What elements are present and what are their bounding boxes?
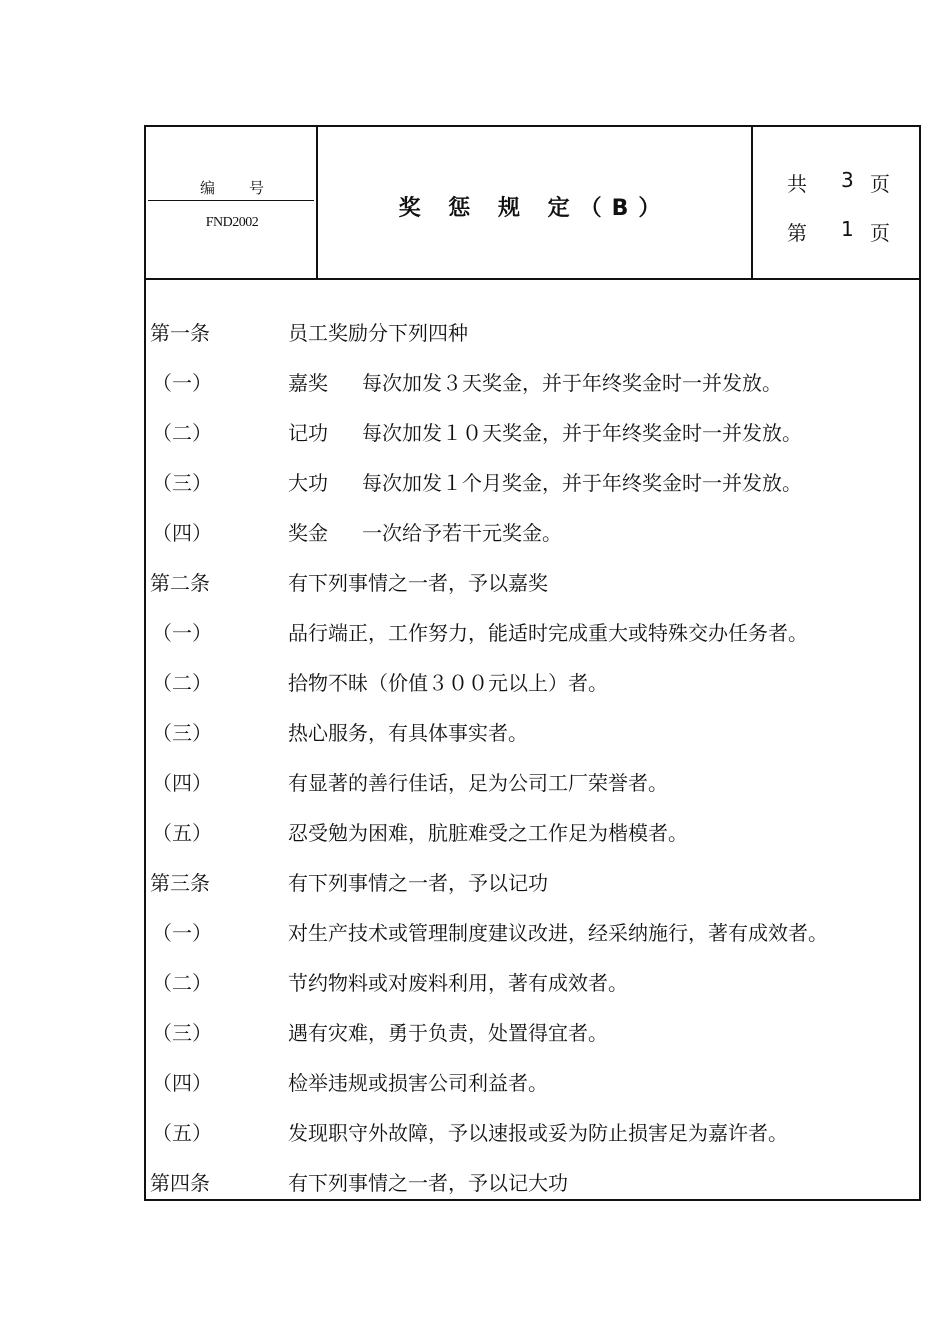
- clause-label: （二）: [152, 971, 212, 995]
- clause-detail: 一次给予若干元奖金。: [362, 521, 562, 545]
- clause-text: 有显著的善行佳话，足为公司工厂荣誉者。: [288, 771, 668, 795]
- clause-label: （四）: [152, 1071, 212, 1095]
- clause-line: [146, 717, 919, 757]
- clause-line: [146, 667, 919, 707]
- clause-label: （四）: [152, 521, 212, 545]
- clause-label: 第三条: [150, 871, 210, 895]
- total-pages: 3: [841, 168, 854, 192]
- clause-text: 拾物不昧（价值３００元以上）者。: [288, 671, 608, 695]
- clause-line: [146, 467, 919, 507]
- clause-text: 有下列事情之一者，予以记大功: [288, 1171, 568, 1195]
- clause-line: [146, 367, 919, 407]
- total-suffix: 页: [870, 172, 890, 196]
- clause-line: [146, 1117, 919, 1157]
- clause-label: 第二条: [150, 571, 210, 595]
- code-divider: [148, 200, 314, 201]
- clause-line: [146, 567, 919, 607]
- code-label: 编号: [199, 179, 298, 197]
- clause-label: （一）: [152, 621, 212, 645]
- clause-line: [146, 767, 919, 807]
- clause-label: （三）: [152, 1021, 212, 1045]
- clause-line: [146, 1017, 919, 1057]
- document-title: 奖 惩 规 定（B）: [398, 196, 671, 221]
- clause-line: [146, 1067, 919, 1107]
- clause-detail: 每次加发３天奖金，并于年终奖金时一并发放。: [362, 371, 782, 395]
- code-cell: [146, 127, 318, 278]
- clause-text: 节约物料或对废料利用，著有成效者。: [288, 971, 628, 995]
- total-prefix: 共: [787, 172, 807, 196]
- clause-label: （四）: [152, 771, 212, 795]
- clause-text: 对生产技术或管理制度建议改进，经采纳施行，著有成效者。: [288, 921, 828, 945]
- document-frame: [144, 125, 921, 1201]
- clause-text: 忍受勉为困难，肮脏难受之工作足为楷模者。: [288, 821, 688, 845]
- clause-text: 员工奖励分下列四种: [288, 321, 468, 345]
- title-cell: [318, 127, 753, 278]
- clause-label: （二）: [152, 671, 212, 695]
- document-header: [146, 127, 919, 280]
- clause-line: [146, 317, 919, 357]
- clause-label: （五）: [152, 1121, 212, 1145]
- clause-text: 热心服务，有具体事实者。: [288, 721, 528, 745]
- current-prefix: 第: [787, 221, 807, 245]
- clause-detail: 每次加发１个月奖金，并于年终奖金时一并发放。: [362, 471, 802, 495]
- current-suffix: 页: [870, 221, 890, 245]
- clause-line: [146, 917, 919, 957]
- page-info-cell: [753, 127, 919, 278]
- clause-label: 第四条: [150, 1171, 210, 1195]
- code-value: FND2002: [205, 215, 259, 230]
- clause-text: 记功: [288, 421, 328, 445]
- current-page: 1: [841, 217, 854, 241]
- clause-line: [146, 417, 919, 457]
- clause-text: 嘉奖: [288, 371, 328, 395]
- clause-label: （一）: [152, 371, 212, 395]
- clause-label: （二）: [152, 421, 212, 445]
- clause-label: （五）: [152, 821, 212, 845]
- clause-line: [146, 817, 919, 857]
- clause-line: [146, 517, 919, 557]
- clause-line: [146, 967, 919, 1007]
- clause-text: 大功: [288, 471, 328, 495]
- clause-text: 有下列事情之一者，予以嘉奖: [288, 571, 548, 595]
- clause-line: [146, 617, 919, 657]
- clause-text: 检举违规或损害公司利益者。: [288, 1071, 548, 1095]
- clause-detail: 每次加发１０天奖金，并于年终奖金时一并发放。: [362, 421, 802, 445]
- clause-line: [146, 1167, 919, 1207]
- clause-label: （一）: [152, 921, 212, 945]
- clause-label: （三）: [152, 721, 212, 745]
- clause-text: 发现职守外故障，予以速报或妥为防止损害足为嘉许者。: [288, 1121, 788, 1145]
- clause-text: 有下列事情之一者，予以记功: [288, 871, 548, 895]
- clause-text: 遇有灾难，勇于负责，处置得宜者。: [288, 1021, 608, 1045]
- clause-text: 品行端正，工作努力，能适时完成重大或特殊交办任务者。: [288, 621, 808, 645]
- clause-label: （三）: [152, 471, 212, 495]
- clause-text: 奖金: [288, 521, 328, 545]
- clause-label: 第一条: [150, 321, 210, 345]
- clause-line: [146, 867, 919, 907]
